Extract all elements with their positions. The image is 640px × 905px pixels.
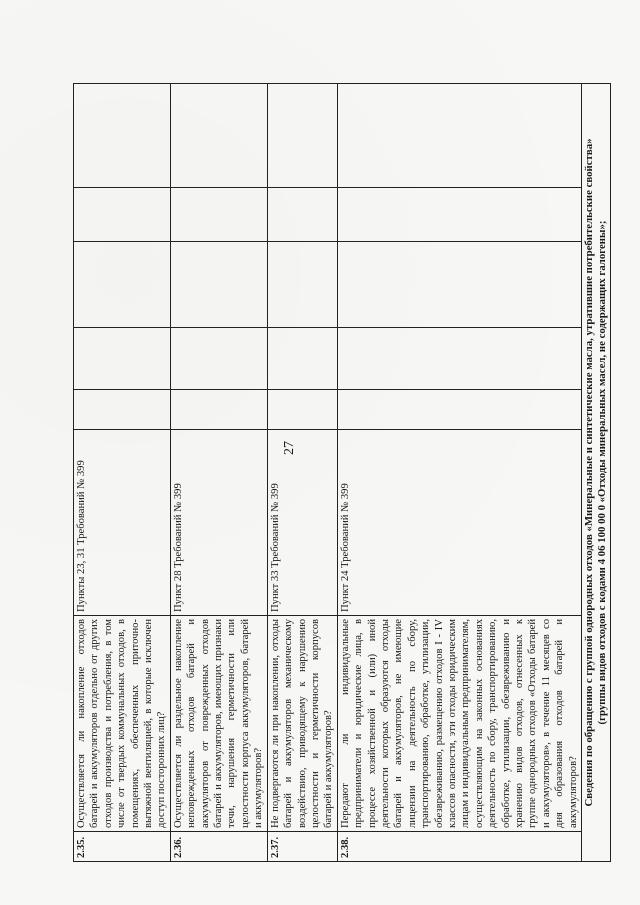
row-number: 2.37. [267,832,337,862]
answer-cell [337,188,581,242]
answer-cell [74,328,171,390]
row-question: Не подвергаются ли при накоплении, отходы батарей и аккумуляторов механическому воздействию, приводящему к нарушению целостности и герметичности корпусов батарей и аккумуляторов? [267,616,337,832]
answer-cell [267,328,337,390]
checklist-table [73,83,611,862]
answer-cell [170,242,267,328]
answer-cell [267,188,337,242]
answer-cell [337,390,581,430]
row-reference: Пункты 23, 31 Требований № 399 [74,430,171,616]
section-row [582,84,611,862]
table-row [170,84,267,862]
section-heading [582,84,611,862]
answer-cell [267,390,337,430]
answer-cell [170,188,267,242]
answer-cell [74,242,171,328]
row-reference: Пункт 33 Требований № 399 [267,430,337,616]
row-question: Осуществляется ли раздельное накопление неповрежденных отходов батарей и аккумуляторов от поврежденных отходов батарей и аккумуляторов, имеющих признаки течи, нарушения герметичности или целостности корпуса аккумуляторов, батарей и аккумуляторов? [170,616,267,832]
answer-cell [170,328,267,390]
answer-cell [74,188,171,242]
answer-cell [337,328,581,390]
answer-cell [337,242,581,328]
answer-cell [170,84,267,188]
answer-cell [337,84,581,188]
section-subtitle: (группы видов отходов с кодами 4 06 100 00 0 «Отходы минеральных масел, не содержащих галогены»; [596,220,609,725]
row-number: 2.35. [74,832,171,862]
row-number: 2.36. [170,832,267,862]
section-title: Сведения по обращению с группой однородных отходов «Минеральные и синтетические масла, утратившие потребительские свойства» [583,138,596,807]
answer-cell [267,242,337,328]
page-number: 27 [282,441,297,455]
table-row [74,84,171,862]
answer-cell [74,390,171,430]
table-row [337,84,581,862]
row-number: 2.38. [337,832,581,862]
row-reference: Пункт 28 Требований № 399 [170,430,267,616]
answer-cell [170,390,267,430]
row-question: Осуществляется ли накопление отходов батарей и аккумуляторов отдельно от других отходов производства и потребления, в том числе от твердых коммунальных отходов, в помещениях, обеспеченных приточно-вытяжной вентиляцией, в которые исключен доступ посторонних лиц? [74,616,171,832]
rotated-table-container [73,84,609,862]
table-row [267,84,337,862]
answer-cell [267,84,337,188]
row-reference: Пункт 24 Требований № 399 [337,430,581,616]
answer-cell [74,84,171,188]
row-question: Передают ли индивидуальные предприниматели и юридические лица, в процессе хозяйственной и (или) иной деятельности которых образуются отходы батарей и аккумуляторов, не имеющие лицензии на деятельность по сбору, транспортированию, обработке, утилизации, обезвреживанию, размещению отходов I - IV классов опасности, эти отходы юридическим лицам и индивидуальным предпринимателям, осуществляющим на законных основаниях деятельность по сбору, транспортированию, обработке, утилизации, обезвреживанию и хранению видов отходов, отнесенных к группе однородных отходов «Отходы батарей и аккумуляторов», в течение 11 месяцев со дня образования отходов батарей и аккумуляторов? [337,616,581,832]
